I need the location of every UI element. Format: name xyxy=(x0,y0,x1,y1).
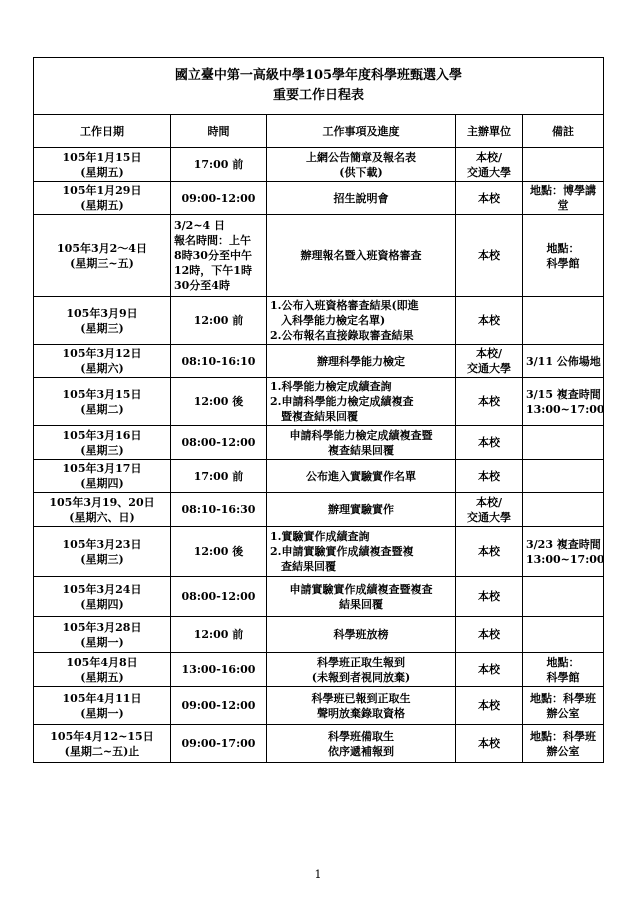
time-line: 8時30分至中午 xyxy=(174,249,252,262)
task-line: 辦理科學能力檢定 xyxy=(317,354,405,368)
cell-time xyxy=(171,182,267,215)
table-row xyxy=(34,493,604,527)
table-row xyxy=(34,687,604,725)
note-line: 辦公室 xyxy=(546,706,580,720)
cell-date xyxy=(34,617,171,653)
unit-line: 本校 xyxy=(478,436,500,449)
cell-unit xyxy=(456,725,523,763)
note-line: 辦公室 xyxy=(546,744,580,758)
header-task: 工作事項及進度 xyxy=(267,115,456,148)
cell-task xyxy=(267,345,456,378)
date-line: 105年3月19、20日 xyxy=(49,495,155,509)
time-line: 08:00-12:00 xyxy=(181,436,256,449)
time-line: 09:00-12:00 xyxy=(181,191,256,205)
task-line: 1.公布入班資格審查結果(即進 xyxy=(270,299,419,312)
date-line: 105年4月8日 xyxy=(66,655,138,669)
date-line: (星期五) xyxy=(80,165,124,179)
table-row xyxy=(34,653,604,687)
date-line: (星期五) xyxy=(80,670,124,684)
date-line: 105年1月29日 xyxy=(62,184,142,197)
cell-unit xyxy=(456,653,523,687)
cell-task xyxy=(267,687,456,725)
unit-line: 本校 xyxy=(478,395,500,408)
unit-line: 本校 xyxy=(478,663,500,676)
task-line: 辦理實驗實作 xyxy=(328,503,394,516)
table-row xyxy=(34,297,604,345)
cell-unit xyxy=(456,493,523,527)
header-row xyxy=(34,115,604,148)
task-line: 申請實驗實作成績複查暨複查 xyxy=(289,582,433,596)
cell-time xyxy=(171,297,267,345)
table-title xyxy=(34,58,604,115)
note-line: 地點： xyxy=(546,241,580,255)
cell-task xyxy=(267,182,456,215)
cell-note xyxy=(523,527,604,577)
task-line: 招生說明會 xyxy=(333,191,389,205)
cell-task xyxy=(267,493,456,527)
cell-unit xyxy=(456,527,523,577)
note-line: 地點： xyxy=(546,655,580,669)
date-line: 105年4月11日 xyxy=(62,691,142,705)
date-line: (星期六) xyxy=(80,362,124,375)
cell-date xyxy=(34,345,171,378)
cell-task xyxy=(267,426,456,460)
task-line: 結果回覆 xyxy=(339,597,383,611)
task-line: 複查結果回覆 xyxy=(328,443,394,457)
unit-line: 本校 xyxy=(478,191,500,205)
table-row xyxy=(34,345,604,378)
task-line: 查結果回覆 xyxy=(270,560,336,573)
date-line: 105年3月17日 xyxy=(62,462,142,475)
note-line: 地點：科學班 xyxy=(530,729,596,743)
header-note: 備註 xyxy=(523,115,604,148)
cell-date xyxy=(34,577,171,617)
time-line: 13:00-16:00 xyxy=(181,663,256,676)
date-line: 105年3月16日 xyxy=(62,428,142,442)
cell-date xyxy=(34,378,171,426)
cell-task xyxy=(267,577,456,617)
table-row xyxy=(34,148,604,182)
note-line: 科學館 xyxy=(546,670,580,684)
date-line: (星期一) xyxy=(80,706,124,720)
cell-time xyxy=(171,378,267,426)
cell-note xyxy=(523,617,604,653)
cell-date xyxy=(34,687,171,725)
cell-note xyxy=(523,182,604,215)
time-line: 08:10-16:10 xyxy=(181,354,256,368)
cell-task xyxy=(267,460,456,493)
date-line: (星期二~五)止 xyxy=(64,744,140,758)
cell-note xyxy=(523,426,604,460)
cell-time xyxy=(171,426,267,460)
schedule-sheet xyxy=(33,57,603,763)
task-line: 科學班已報到正取生 xyxy=(311,691,411,705)
cell-unit xyxy=(456,378,523,426)
time-line: 08:00-12:00 xyxy=(181,590,256,603)
note-line: 科學館 xyxy=(546,256,580,270)
date-line: 105年3月24日 xyxy=(62,582,142,596)
task-line: 暨複查結果回覆 xyxy=(270,410,358,423)
time-line: 12:00 前 xyxy=(193,628,244,641)
time-line: 報名時間：上午 xyxy=(174,234,251,247)
cell-time xyxy=(171,617,267,653)
cell-note xyxy=(523,297,604,345)
cell-date xyxy=(34,297,171,345)
cell-time xyxy=(171,148,267,182)
date-line: (星期四) xyxy=(80,597,124,611)
unit-line: 本校/ xyxy=(475,495,503,509)
task-line: 科學班放榜 xyxy=(333,628,389,641)
cell-task xyxy=(267,215,456,297)
note-line: 3/11 公佈場地 xyxy=(526,354,601,368)
table-row xyxy=(34,577,604,617)
cell-date xyxy=(34,182,171,215)
task-line: 聲明放棄錄取資格 xyxy=(317,706,405,720)
page-number: 1 xyxy=(314,868,322,881)
unit-line: 本校 xyxy=(478,699,500,712)
unit-line: 本校 xyxy=(478,314,500,327)
cell-unit xyxy=(456,460,523,493)
task-line: 入科學能力檢定名單) xyxy=(270,314,386,327)
cell-note xyxy=(523,725,604,763)
table-row xyxy=(34,182,604,215)
note-line: 13:00~17:00 xyxy=(526,402,605,416)
cell-date xyxy=(34,527,171,577)
date-line: (星期二) xyxy=(80,402,124,416)
cell-task xyxy=(267,148,456,182)
cell-task xyxy=(267,297,456,345)
cell-unit xyxy=(456,426,523,460)
cell-note xyxy=(523,493,604,527)
cell-date xyxy=(34,725,171,763)
date-line: (星期六、日) xyxy=(69,510,135,524)
task-line: 公布進入實驗實作名單 xyxy=(306,469,416,483)
unit-line: 本校/ xyxy=(475,150,503,164)
unit-line: 本校 xyxy=(478,628,500,641)
cell-time xyxy=(171,653,267,687)
header-unit: 主辦單位 xyxy=(456,115,523,148)
note-line: 地點：科學班 xyxy=(530,691,596,705)
cell-task xyxy=(267,527,456,577)
unit-line: 本校 xyxy=(478,545,500,558)
cell-task xyxy=(267,378,456,426)
cell-unit xyxy=(456,617,523,653)
table-row xyxy=(34,378,604,426)
task-line: 辦理報名暨入班資格審查 xyxy=(300,249,422,262)
task-line: 依序遞補報到 xyxy=(328,744,394,758)
cell-time xyxy=(171,345,267,378)
time-line: 3/2~4 日 xyxy=(174,219,226,232)
note-line: 3/15 複查時間 xyxy=(526,387,601,401)
date-line: (星期五) xyxy=(80,199,124,212)
cell-unit xyxy=(456,215,523,297)
task-line: 1.科學能力檢定成績查詢 xyxy=(270,380,392,393)
cell-unit xyxy=(456,182,523,215)
time-line: 09:00-17:00 xyxy=(181,737,256,750)
table-row xyxy=(34,527,604,577)
cell-note xyxy=(523,215,604,297)
date-line: (星期三) xyxy=(80,443,124,457)
unit-line: 本校 xyxy=(478,737,500,750)
table-row xyxy=(34,215,604,297)
cell-task xyxy=(267,617,456,653)
unit-line: 交通大學 xyxy=(467,362,511,375)
unit-line: 交通大學 xyxy=(467,510,511,524)
time-line: 12:00 後 xyxy=(193,395,244,408)
time-line: 08:10-16:30 xyxy=(181,503,256,516)
cell-task xyxy=(267,653,456,687)
header-time: 時間 xyxy=(171,115,267,148)
cell-task xyxy=(267,725,456,763)
date-line: 105年3月2～4日 xyxy=(57,241,147,255)
task-line: 2.申請科學能力檢定成績複查 xyxy=(270,395,414,408)
date-line: (星期四) xyxy=(80,477,124,490)
unit-line: 本校/ xyxy=(475,347,503,360)
time-line: 12時，下午1時 xyxy=(174,264,252,277)
date-line: 105年3月9日 xyxy=(66,306,138,320)
table-row xyxy=(34,460,604,493)
note-line: 地點：博學講 xyxy=(530,184,596,197)
table-row xyxy=(34,426,604,460)
task-line: 科學班正取生報到 xyxy=(317,655,405,669)
cell-date xyxy=(34,653,171,687)
time-line: 09:00-12:00 xyxy=(181,699,256,712)
cell-unit xyxy=(456,297,523,345)
table-row xyxy=(34,725,604,763)
cell-unit xyxy=(456,345,523,378)
cell-unit xyxy=(456,687,523,725)
unit-line: 本校 xyxy=(478,590,500,603)
cell-date xyxy=(34,460,171,493)
date-line: 105年3月12日 xyxy=(62,347,142,360)
date-line: (星期三) xyxy=(80,552,124,566)
cell-note xyxy=(523,687,604,725)
cell-time xyxy=(171,687,267,725)
cell-date xyxy=(34,148,171,182)
date-line: 105年3月23日 xyxy=(62,537,142,551)
cell-note xyxy=(523,577,604,617)
cell-unit xyxy=(456,577,523,617)
task-line: 1.實驗實作成績查詢 xyxy=(270,530,370,543)
date-line: (星期一) xyxy=(80,635,124,649)
title-line-1: 國立臺中第一高級中學105學年度科學班甄選入學 xyxy=(174,68,463,83)
unit-line: 本校 xyxy=(478,249,500,262)
note-line: 3/23 複查時間 xyxy=(526,537,601,551)
date-line: 105年4月12~15日 xyxy=(50,729,154,743)
cell-unit xyxy=(456,148,523,182)
time-line: 12:00 前 xyxy=(193,314,244,327)
cell-note xyxy=(523,345,604,378)
cell-note xyxy=(523,460,604,493)
time-line: 17:00 前 xyxy=(193,469,244,483)
header-date: 工作日期 xyxy=(34,115,171,148)
note-line: 13:00~17:00 xyxy=(526,552,605,566)
date-line: (星期三~五) xyxy=(70,256,134,270)
unit-line: 交通大學 xyxy=(467,165,511,179)
cell-time xyxy=(171,577,267,617)
task-line: 科學班備取生 xyxy=(328,729,394,743)
task-line: 2.申請實驗實作成績複查暨複 xyxy=(270,545,414,558)
task-line: (供下載) xyxy=(339,165,383,179)
date-line: 105年1月15日 xyxy=(62,150,142,164)
task-line: 2.公布報名直接錄取審查結果 xyxy=(270,329,414,342)
date-line: 105年3月28日 xyxy=(62,620,142,634)
cell-note xyxy=(523,148,604,182)
cell-date xyxy=(34,426,171,460)
cell-time xyxy=(171,215,267,297)
task-line: (未報到者視同放棄) xyxy=(311,670,411,684)
cell-time xyxy=(171,493,267,527)
cell-time xyxy=(171,725,267,763)
date-line: (星期三) xyxy=(80,321,124,335)
cell-date xyxy=(34,215,171,297)
date-line: 105年3月15日 xyxy=(62,387,142,401)
time-line: 30分至4時 xyxy=(174,279,230,292)
cell-note xyxy=(523,378,604,426)
table-row xyxy=(34,617,604,653)
time-line: 17:00 前 xyxy=(193,158,244,171)
note-line: 堂 xyxy=(557,199,569,212)
title-line-2: 重要工作日程表 xyxy=(272,88,364,103)
task-line: 上網公告簡章及報名表 xyxy=(306,150,416,164)
schedule-table xyxy=(33,57,604,763)
time-line: 12:00 後 xyxy=(193,545,244,558)
cell-time xyxy=(171,460,267,493)
unit-line: 本校 xyxy=(478,469,500,483)
cell-date xyxy=(34,493,171,527)
cell-note xyxy=(523,653,604,687)
cell-time xyxy=(171,527,267,577)
task-line: 申請科學能力檢定成績複查暨 xyxy=(289,428,433,442)
